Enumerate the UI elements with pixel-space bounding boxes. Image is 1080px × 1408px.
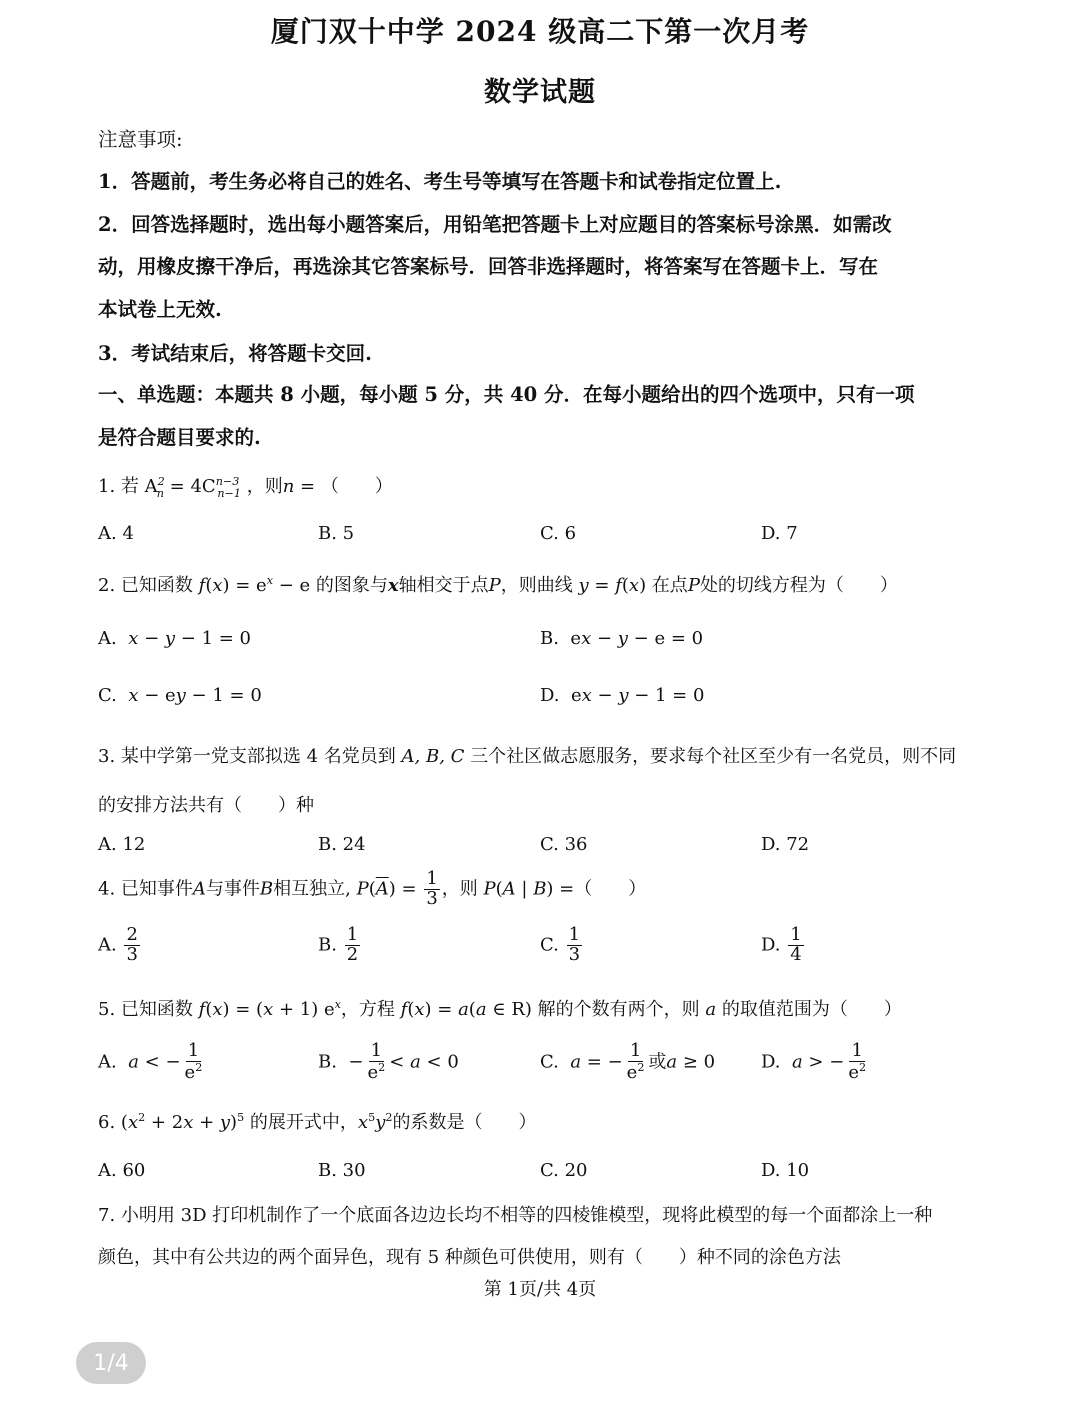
note-item-1: 1．答题前，考生务必将自己的姓名、考生号等填写在答题卡和试卷指定位置上. [98,170,782,193]
note-item-3: 3．考试结束后，将答题卡交回. [98,342,372,365]
q4-option-c[interactable]: C. $\frac{1}{3}$ [540,924,581,965]
q2-option-d[interactable]: D. ex − y − 1 = 0 [540,685,705,706]
question-3-line-2: 的安排方法共有（ ）种 [98,795,314,816]
q5-option-c[interactable]: C. a = − $\frac{1}{e^2}$ 或a ≥ 0 [540,1040,716,1083]
q4-option-b[interactable]: B. $\frac{1}{2}$ [318,924,359,965]
question-2: 2. 已知函数 $f(x) = e^x - e$ 的图象与x轴相交于点P，则曲线 y = f(x) 在点P处的切线方程为（ ） [98,574,898,596]
q3-option-c[interactable]: C. 36 [540,834,588,855]
section-heading-line-1: 一、单选题：本题共 8 小题，每小题 5 分，共 40 分．在每小题给出的四个选项中，只有一项 [98,383,915,406]
q6-option-a[interactable]: A. 60 [98,1160,146,1181]
q5-option-a[interactable]: A. a < − $\frac{1}{e^2}$ [98,1040,203,1083]
exam-title: 厦门双十中学 2024 级高二下第一次月考 [270,15,810,48]
q4-option-a[interactable]: A. $\frac{2}{3}$ [98,924,138,965]
q4-fraction: $\frac{1}{3}$ [426,868,438,909]
question-3-line-1: 3. 某中学第一党支部拟选 4 名党员到 A, B, C 三个社区做志愿服务，要求每个社区至少有一名党员，则不同 [98,746,957,767]
q1-option-d[interactable]: D. 7 [761,523,798,544]
q3-option-a[interactable]: A. 12 [98,834,146,855]
note-item-2-line-2: 动，用橡皮擦干净后，再选涂其它答案标号．回答非选择题时，将答案写在答题卡上．写在 [98,255,879,278]
q1-option-b[interactable]: B. 5 [318,523,355,544]
q4-option-d[interactable]: D. $\frac{1}{4}$ [761,924,802,965]
question-6: 6. $(x^2 + 2x + y)^5$ 的展开式中，$x^5y^2$的系数是（ ） [98,1111,537,1133]
question-4: 4. 已知事件A与事件B相互独立, $P(\overline{A})$ = $\frac{1}{3}$ ，则 P(A | B) =（ ） [98,868,647,909]
q1-option-c[interactable]: C. 6 [540,523,577,544]
question-7-line-1: 7. 小明用 3D 打印机制作了一个底面各边边长均不相等的四棱锥模型，现将此模型的每一个面都涂上一种 [98,1205,933,1226]
q2-option-c[interactable]: C. x − ey − 1 = 0 [98,685,262,706]
question-5: 5. 已知函数 f(x) = (x + 1) $e^x$，方程 f(x) = a(a ∈ R) 解的个数有两个，则 a 的取值范围为（ ） [98,998,902,1020]
note-item-2-line-3: 本试卷上无效. [98,298,222,321]
page-indicator[interactable]: 1/4 [76,1342,146,1384]
q1-formula: $A^2_n = 4C^{n-3}_{n-1}$ [144,475,241,500]
q2-option-b[interactable]: B. ex − y − e = 0 [540,628,704,649]
exam-subtitle: 数学试题 [484,77,596,108]
question-7-line-2: 颜色，其中有公共边的两个面异色，现有 5 种颜色可供使用，则有（ ）种不同的涂色方法 [98,1247,841,1268]
q5-option-d[interactable]: D. a > − $\frac{1}{e^2}$ [761,1040,867,1083]
q3-option-d[interactable]: D. 72 [761,834,810,855]
q1-option-a[interactable]: A. 4 [98,523,134,544]
q6-option-c[interactable]: C. 20 [540,1160,588,1181]
note-item-2-line-1: 2．回答选择题时，选出每小题答案后，用铅笔把答题卡上对应题目的答案标号涂黑．如需改 [98,213,892,236]
question-1: 1. 若 $A^2_n = 4C^{n-3}_{n-1}$ ，则n = （ ） [98,475,393,500]
section-heading-line-2: 是符合题目要求的. [98,426,261,449]
q2-option-a[interactable]: A. x − y − 1 = 0 [98,628,252,649]
q5-option-b[interactable]: B. − $\frac{1}{e^2}$ < a < 0 [318,1040,459,1083]
notes-heading: 注意事项: [98,128,183,151]
q6-option-d[interactable]: D. 10 [761,1160,810,1181]
q6-option-b[interactable]: B. 30 [318,1160,366,1181]
q3-option-b[interactable]: B. 24 [318,834,366,855]
q2-function: f [198,575,206,596]
page-footer: 第 1页/共 4页 [483,1279,597,1300]
